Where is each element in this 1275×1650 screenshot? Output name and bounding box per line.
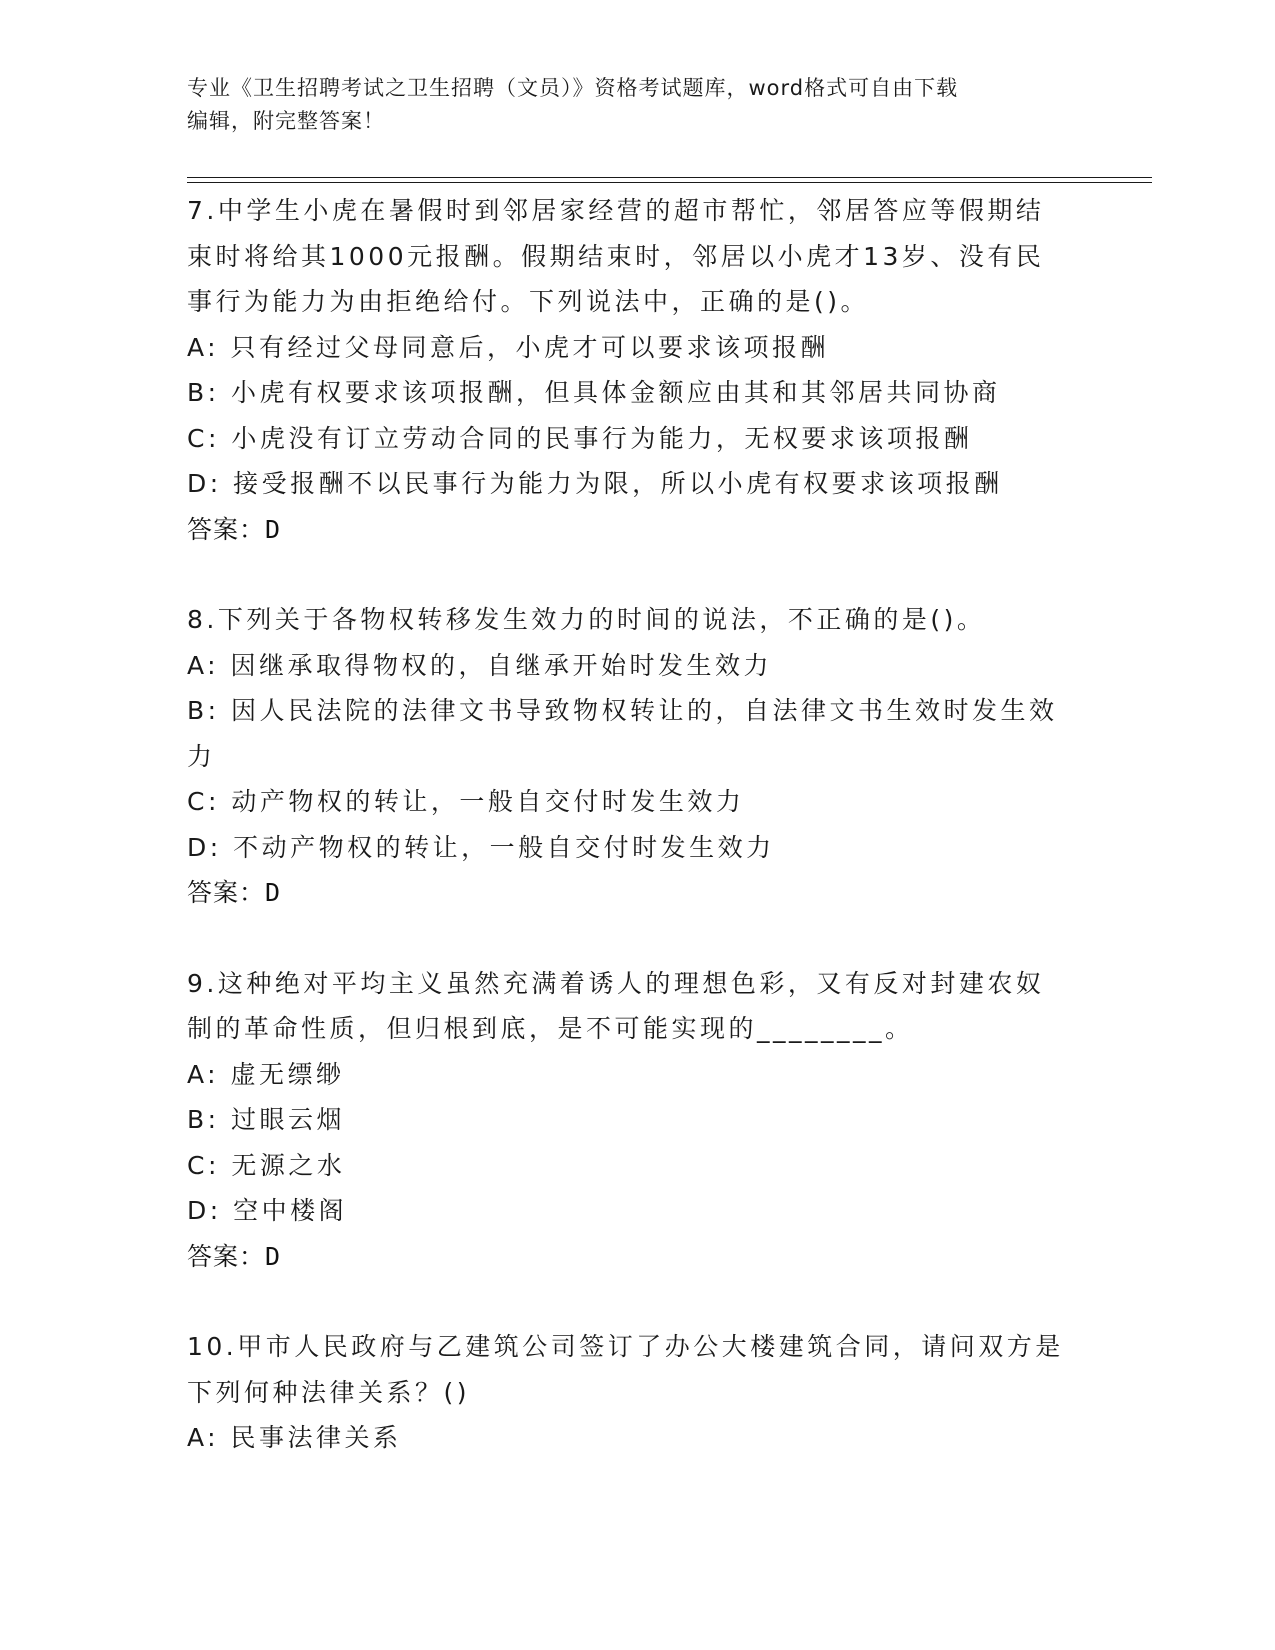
question-stem-line: 8.下列关于各物权转移发生效力的时间的说法，不正确的是()。 bbox=[187, 605, 986, 634]
option-a: A: 因继承取得物权的，自继承开始时发生效力 bbox=[187, 650, 773, 680]
header-line-1: 专业《卫生招聘考试之卫生招聘（文员）》资格考试题库，word格式可自由下载 bbox=[187, 76, 959, 100]
question-stem-line: 制的革命性质，但归根到底，是不可能实现的________。 bbox=[187, 1014, 914, 1043]
question-stem-line: 9.这种绝对平均主义虽然充满着诱人的理想色彩，又有反对封建农奴 bbox=[187, 968, 1045, 998]
option-d: D: 空中楼阁 bbox=[187, 1196, 348, 1225]
question-10 bbox=[187, 1324, 1067, 1461]
option-c: C: 小虎没有订立劳动合同的民事行为能力，无权要求该项报酬 bbox=[187, 423, 973, 453]
answer-label: 答案： bbox=[187, 514, 266, 544]
question-stem-line: 10.甲市人民政府与乙建筑公司签订了办公大楼建筑合同，请问双方是 bbox=[187, 1332, 1064, 1361]
option-a: A: 虚无缥缈 bbox=[187, 1059, 345, 1089]
question-8 bbox=[187, 597, 1067, 916]
question-7 bbox=[187, 188, 1067, 552]
answer-value: D bbox=[265, 878, 282, 907]
header-divider-bottom bbox=[187, 182, 1152, 183]
header-line-2: 编辑，附完整答案！ bbox=[187, 109, 385, 133]
question-list bbox=[187, 188, 1067, 1506]
question-stem-line: 7.中学生小虎在暑假时到邻居家经营的超市帮忙，邻居答应等假期结 bbox=[187, 196, 1045, 225]
answer-label: 答案： bbox=[187, 878, 266, 907]
answer-line bbox=[187, 507, 1067, 553]
question-stem-line: 下列何种法律关系？() bbox=[187, 1377, 471, 1407]
header-divider-top bbox=[187, 177, 1152, 178]
question-stem-line: 事行为能力为由拒绝给付。下列说法中，正确的是()。 bbox=[187, 287, 870, 316]
question-stem-line: 束时将给其1000元报酬。假期结束时，邻居以小虎才13岁、没有民 bbox=[187, 241, 1045, 271]
option-d: D: 不动产物权的转让，一般自交付时发生效力 bbox=[187, 832, 775, 862]
option-b-continued: 力 bbox=[187, 741, 216, 771]
option-c: C: 无源之水 bbox=[187, 1150, 346, 1180]
option-b: B: 小虎有权要求该项报酬，但具体金额应由其和其邻居共同协商 bbox=[187, 378, 1001, 407]
question-9 bbox=[187, 961, 1067, 1280]
answer-value: D bbox=[265, 514, 282, 544]
answer-label: 答案： bbox=[187, 1241, 266, 1271]
answer-value: D bbox=[265, 1241, 282, 1271]
option-c: C: 动产物权的转让，一般自交付时发生效力 bbox=[187, 787, 745, 816]
option-d: D: 接受报酬不以民事行为能力为限，所以小虎有权要求该项报酬 bbox=[187, 469, 1003, 498]
option-b: B: 因人民法院的法律文书导致物权转让的，自法律文书生效时发生效 bbox=[187, 696, 1058, 725]
option-a: A: 民事法律关系 bbox=[187, 1423, 402, 1452]
option-b: B: 过眼云烟 bbox=[187, 1105, 346, 1134]
document-header bbox=[187, 72, 1067, 138]
answer-line bbox=[187, 1234, 1067, 1280]
option-a: A: 只有经过父母同意后，小虎才可以要求该项报酬 bbox=[187, 332, 830, 362]
answer-line bbox=[187, 870, 1067, 916]
